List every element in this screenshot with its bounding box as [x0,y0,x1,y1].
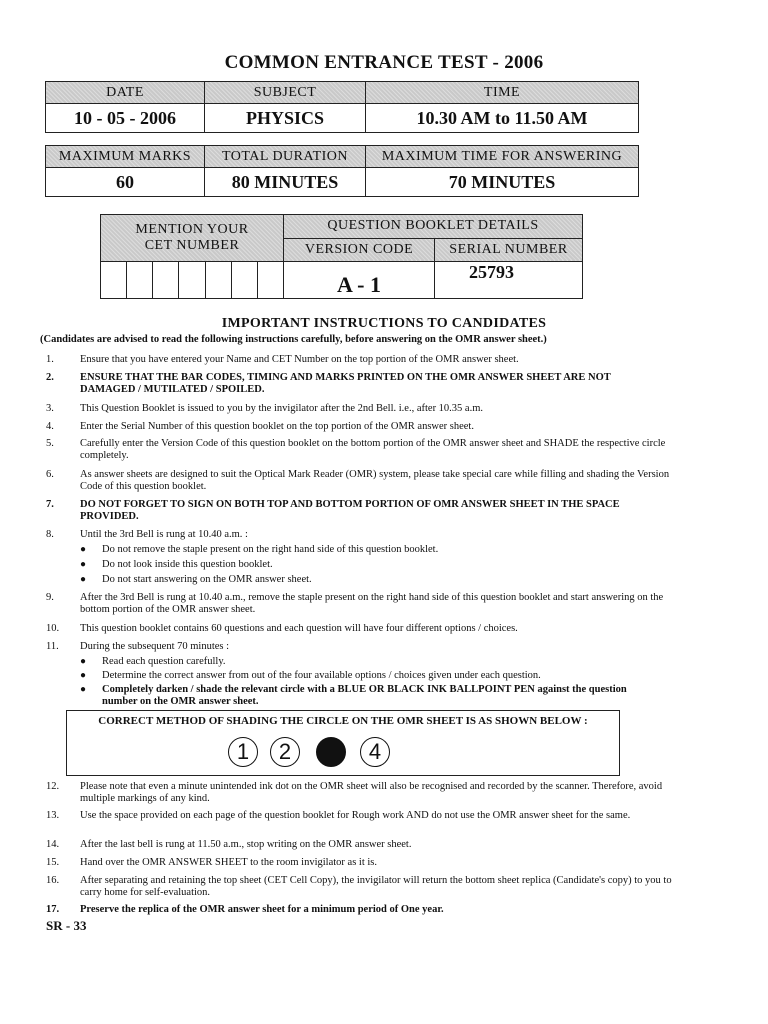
cet-digit-box[interactable] [101,262,127,299]
bullet-dot-icon: ● [80,544,87,555]
item-number: 16. [46,875,60,886]
date-header: DATE [46,82,205,104]
item-number: 9. [46,592,54,603]
max-marks-value: 60 [46,168,205,197]
bullet-text: Determine the correct answer from out of the four available options / choices given under each question. [102,670,541,681]
item-number: 17. [46,904,60,915]
item-text: This question booklet contains 60 questions and each question will have four different options / choices. [80,623,518,634]
option-circle-4: 4 [360,737,390,767]
item-number: 5. [46,438,54,449]
bullet-dot-icon: ● [80,684,87,695]
booklet-details-table [100,214,583,299]
booklet-details-header: QUESTION BOOKLET DETAILS [284,215,583,239]
time-header: TIME [366,82,639,104]
subject-header: SUBJECT [205,82,366,104]
item-number: 7. [46,499,54,510]
item-number: 3. [46,403,54,414]
cet-digit-box[interactable] [153,262,179,299]
cet-digit-box[interactable] [205,262,231,299]
bullet-dot-icon: ● [80,670,87,681]
bullet-text: Read each question carefully. [102,656,226,667]
instructions-subheading: (Candidates are advised to read the following instructions carefully, before answering on the OMR answer sheet.) [40,334,547,345]
item-text: Enter the Serial Number of this question booklet on the top portion of the OMR answer sheet. [80,421,474,432]
item-number: 13. [46,810,60,821]
time-value: 10.30 AM to 11.50 AM [366,104,639,133]
item-text: After the 3rd Bell is rung at 10.40 a.m., remove the staple present on the right hand side of this question booklet and start answering on the bottom portion of the OMR answer sheet. [80,592,664,615]
item-text: Please note that even a minute unintended ink dot on the OMR sheet will also be recognised and recorded by the scanner. Therefore, avoid multiple markings of any kind. [80,781,663,804]
instructions-heading: IMPORTANT INSTRUCTIONS TO CANDIDATES [221,316,547,331]
cet-digit-box[interactable] [127,262,153,299]
item-number: 2. [46,372,54,383]
item-text: Use the space provided on each page of the question booklet for Rough work AND do not use the OMR answer sheet for the same. [80,810,631,821]
option-circle-3-shaded [316,737,346,767]
version-code-header: VERSION CODE [284,238,435,262]
mention-line-2: CET NUMBER [144,238,240,253]
item-text: Ensure that you have entered your Name and CET Number on the top portion of the OMR answer sheet. [80,354,519,365]
max-time-value: 70 MINUTES [366,168,639,197]
serial-number-header: SERIAL NUMBER [435,238,583,262]
version-code-value: A - 1 [284,262,435,299]
max-time-header: MAXIMUM TIME FOR ANSWERING [366,146,639,168]
item-text: After the last bell is rung at 11.50 a.m., stop writing on the OMR answer sheet. [80,839,412,850]
item-number: 6. [46,469,54,480]
item-number: 12. [46,781,60,792]
date-value: 10 - 05 - 2006 [46,104,205,133]
option-circle-1: 1 [228,737,258,767]
item-number: 8. [46,529,54,540]
marks-table [45,145,639,197]
item-number: 15. [46,857,60,868]
bullet-text: Completely darken / shade the relevant circle with a BLUE OR BLACK INK BALLPOINT PEN against the question number on the OMR answer sheet. [102,684,627,707]
item-text: Hand over the OMR ANSWER SHEET to the room invigilator as it is. [80,857,377,868]
item-number: 10. [46,623,60,634]
footer-code: SR - 33 [46,918,87,933]
bullet-dot-icon: ● [80,574,87,585]
item-text: ENSURE THAT THE BAR CODES, TIMING AND MARKS PRINTED ON THE OMR ANSWER SHEET ARE NOT DAMAGED / MUTILATED / SPOILED. [80,372,611,395]
cet-digit-box[interactable] [231,262,257,299]
bullet-text: Do not remove the staple present on the right hand side of this question booklet. [102,544,439,555]
item-text: During the subsequent 70 minutes : [80,641,230,652]
bullet-dot-icon: ● [80,559,87,570]
serial-number-value: 25793 [435,262,583,299]
item-number: 11. [46,641,59,652]
bullet-dot-icon: ● [80,656,87,667]
cet-digit-box[interactable] [257,262,283,299]
item-text: Until the 3rd Bell is rung at 10.40 a.m. : [80,529,248,540]
item-number: 4. [46,421,54,432]
item-number: 14. [46,839,60,850]
page-title: COMMON ENTRANCE TEST - 2006 [224,52,544,73]
item-text: This Question Booklet is issued to you by the invigilator after the 2nd Bell. i.e., after 10.35 a.m. [80,403,484,414]
exam-info-table [45,81,639,133]
item-text: Preserve the replica of the OMR answer sheet for a minimum period of One year. [80,904,444,915]
item-text: DO NOT FORGET TO SIGN ON BOTH TOP AND BOTTOM PORTION OF OMR ANSWER SHEET IN THE SPACE PROVIDED. [80,499,620,522]
mention-cet-number-header [101,215,284,262]
cet-digit-box[interactable] [179,262,205,299]
shading-method-title: CORRECT METHOD OF SHADING THE CIRCLE ON THE OMR SHEET IS AS SHOWN BELOW : [98,715,588,727]
item-text: As answer sheets are designed to suit the Optical Mark Reader (OMR) system, please take special care while filling and shading the Version Code of this question booklet. [80,469,670,492]
subject-value: PHYSICS [205,104,366,133]
bullet-text: Do not start answering on the OMR answer sheet. [102,574,312,585]
item-number: 1. [46,354,54,365]
max-marks-header: MAXIMUM MARKS [46,146,205,168]
item-text: After separating and retaining the top sheet (CET Cell Copy), the invigilator will return the bottom sheet replica (Candidate's copy) to you to carry home for self-evaluation. [80,875,672,898]
item-text: Carefully enter the Version Code of this question booklet on the bottom portion of the OMR answer sheet and SHADE the respective circle completely. [80,438,666,461]
mention-line-1: MENTION YOUR [135,222,249,237]
bullet-text: Do not look inside this question booklet. [102,559,273,570]
total-duration-header: TOTAL DURATION [205,146,366,168]
option-circle-2: 2 [270,737,300,767]
shading-method-box [66,710,620,776]
total-duration-value: 80 MINUTES [205,168,366,197]
